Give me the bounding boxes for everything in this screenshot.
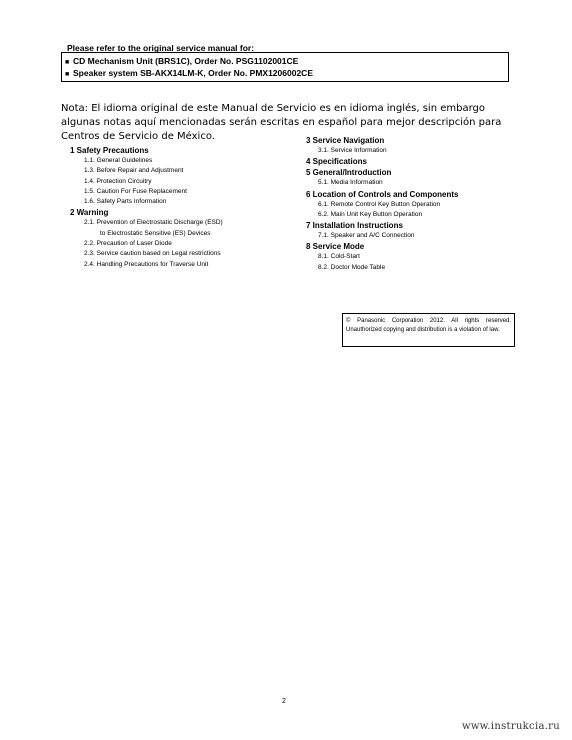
bullet-icon: ■ [65,59,70,66]
toc-subsection-item: 1.1. General Guidelines [84,157,153,164]
toc-left-column [70,145,280,270]
toc-subsection-item: 8.2. Doctor Mode Table [318,263,386,271]
toc-subsection-item: 5.1. Media Information [318,179,383,187]
page-number: 2 [282,698,286,705]
toc-subsection-item: 6.1. Remote Control Key Button Operation [318,200,441,208]
toc-section-heading: 2 Warning [70,208,109,218]
toc-subsection-item: to Electrostatic Sensitive (ES) Devices [100,229,211,237]
refer-item [65,68,508,80]
toc-section-heading: 3 Service Navigation [306,136,385,145]
toc-subsection-item: 3.1. Service Information [318,147,387,154]
toc-subsection-item: 2.1. Prevention of Electrostatic Discharge (ESD) [84,219,223,227]
toc-section-heading: 5 General/Introduction [306,168,392,178]
copyright-notice: © Panasonic Corporation 2012. All rights reserved. Unauthorized copying and distribution is a violation of law. [342,313,515,347]
refer-title: Please refer to the original service manual for: [67,43,255,53]
refer-item [65,56,508,68]
toc-subsection-item: 1.5. Caution For Fuse Replacement [84,187,187,195]
toc-section-heading: 6 Location of Controls and Components [306,189,459,199]
toc-subsection-item: 1.6. Safety Parts Information [84,198,167,206]
toc-right-column [306,135,516,273]
toc-section-heading: 4 Specifications [306,157,367,167]
toc-section-heading: 1 Safety Precautions [70,146,149,155]
toc-section-heading: 7 Installation Instructions [306,221,403,231]
toc-subsection-item: 7.1. Speaker and A/C Connection [318,232,415,240]
toc-subsection-item: 2.2. Precaution of Laser Diode [84,240,172,248]
bullet-icon: ■ [65,71,70,78]
refer-item-text: CD Mechanism Unit (BRS1C), Order No. PSG1102001CE [73,56,299,66]
refer-item-text: Speaker system SB-AKX14LM-K, Order No. PMX1206002CE [73,68,313,78]
toc-subsection-item: 1.3. Before Repair and Adjustment [84,167,184,175]
toc-section-heading: 8 Service Mode [306,242,365,252]
toc-subsection-item: 6.2. Main Unit Key Button Operation [318,210,423,218]
toc-subsection-item: 8.1. Cold-Start [318,253,360,261]
watermark: www.instrukcia.ru [462,721,561,732]
nota-paragraph: Nota: El idioma original de este Manual de Servicio es en idioma inglés, sin embargo algunas notas aquí mencionadas serán escritas en español para mejor descripción para Centros de Servicio de México. [61,103,502,142]
toc-subsection-item: 1.4. Protection Circuitry [84,177,152,185]
toc-subsection-item: 2.4. Handling Precautions for Traverse Unit [84,260,209,268]
refer-box [61,52,509,82]
toc-subsection-item: 2.3. Service caution based on Legal restrictions [84,250,221,258]
